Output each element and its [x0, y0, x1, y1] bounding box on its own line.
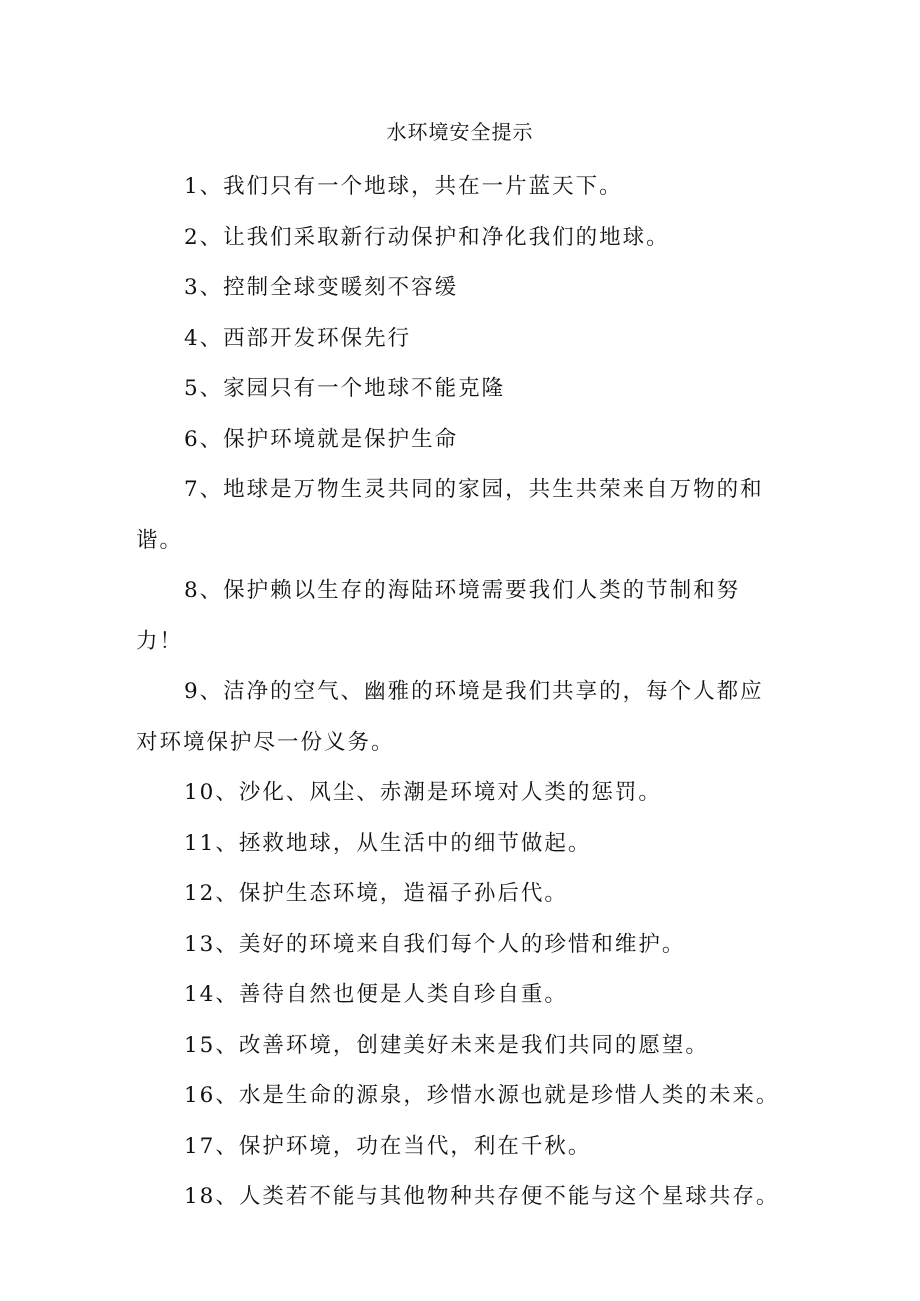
tip-item: 18、人类若不能与其他物种共存便不能与这个星球共存。 [184, 1184, 780, 1209]
tip-item: 11、拯救地球，从生活中的细节做起。 [184, 830, 592, 856]
tip-item: 6、保护环境就是保护生命 [184, 426, 459, 452]
tip-item: 15、改善环境，创建美好未来是我们共同的愿望。 [184, 1032, 709, 1058]
document-title: 水环境安全提示 [386, 120, 534, 144]
tip-item: 4、西部开发环保先行 [184, 325, 412, 351]
tip-item: 5、家园只有一个地球不能克隆 [184, 376, 506, 401]
tip-item: 2、让我们采取新行动保护和净化我们的地球。 [184, 224, 670, 250]
tips-list [136, 162, 784, 1223]
tip-item: 13、美好的环境来自我们每个人的珍惜和维护。 [184, 931, 686, 957]
tip-item: 10、沙化、风尘、赤潮是环境对人类的惩罚。 [184, 780, 662, 805]
tip-item: 1、我们只有一个地球，共在一片蓝天下。 [184, 174, 623, 199]
tip-item: 7、地球是万物生灵共同的家园，共生共荣来自万物的和谐。 [136, 477, 764, 553]
tip-item: 16、水是生命的源泉，珍惜水源也就是珍惜人类的未来。 [184, 1083, 780, 1108]
document-page [136, 112, 784, 1223]
tip-item: 14、善待自然也便是人类自珍自重。 [184, 982, 568, 1007]
tip-item: 17、保护环境，功在当代，利在千秋。 [184, 1133, 592, 1159]
tip-item: 8、保护赖以生存的海陆环境需要我们人类的节制和努力！ [136, 578, 741, 654]
tip-item: 12、保护生态环境，造福子孙后代。 [184, 881, 568, 906]
tip-item: 9、洁净的空气、幽雅的环境是我们共享的，每个人都应对环境保护尽一份义务。 [136, 679, 764, 755]
tip-item: 3、控制全球变暖刻不容缓 [184, 275, 459, 300]
